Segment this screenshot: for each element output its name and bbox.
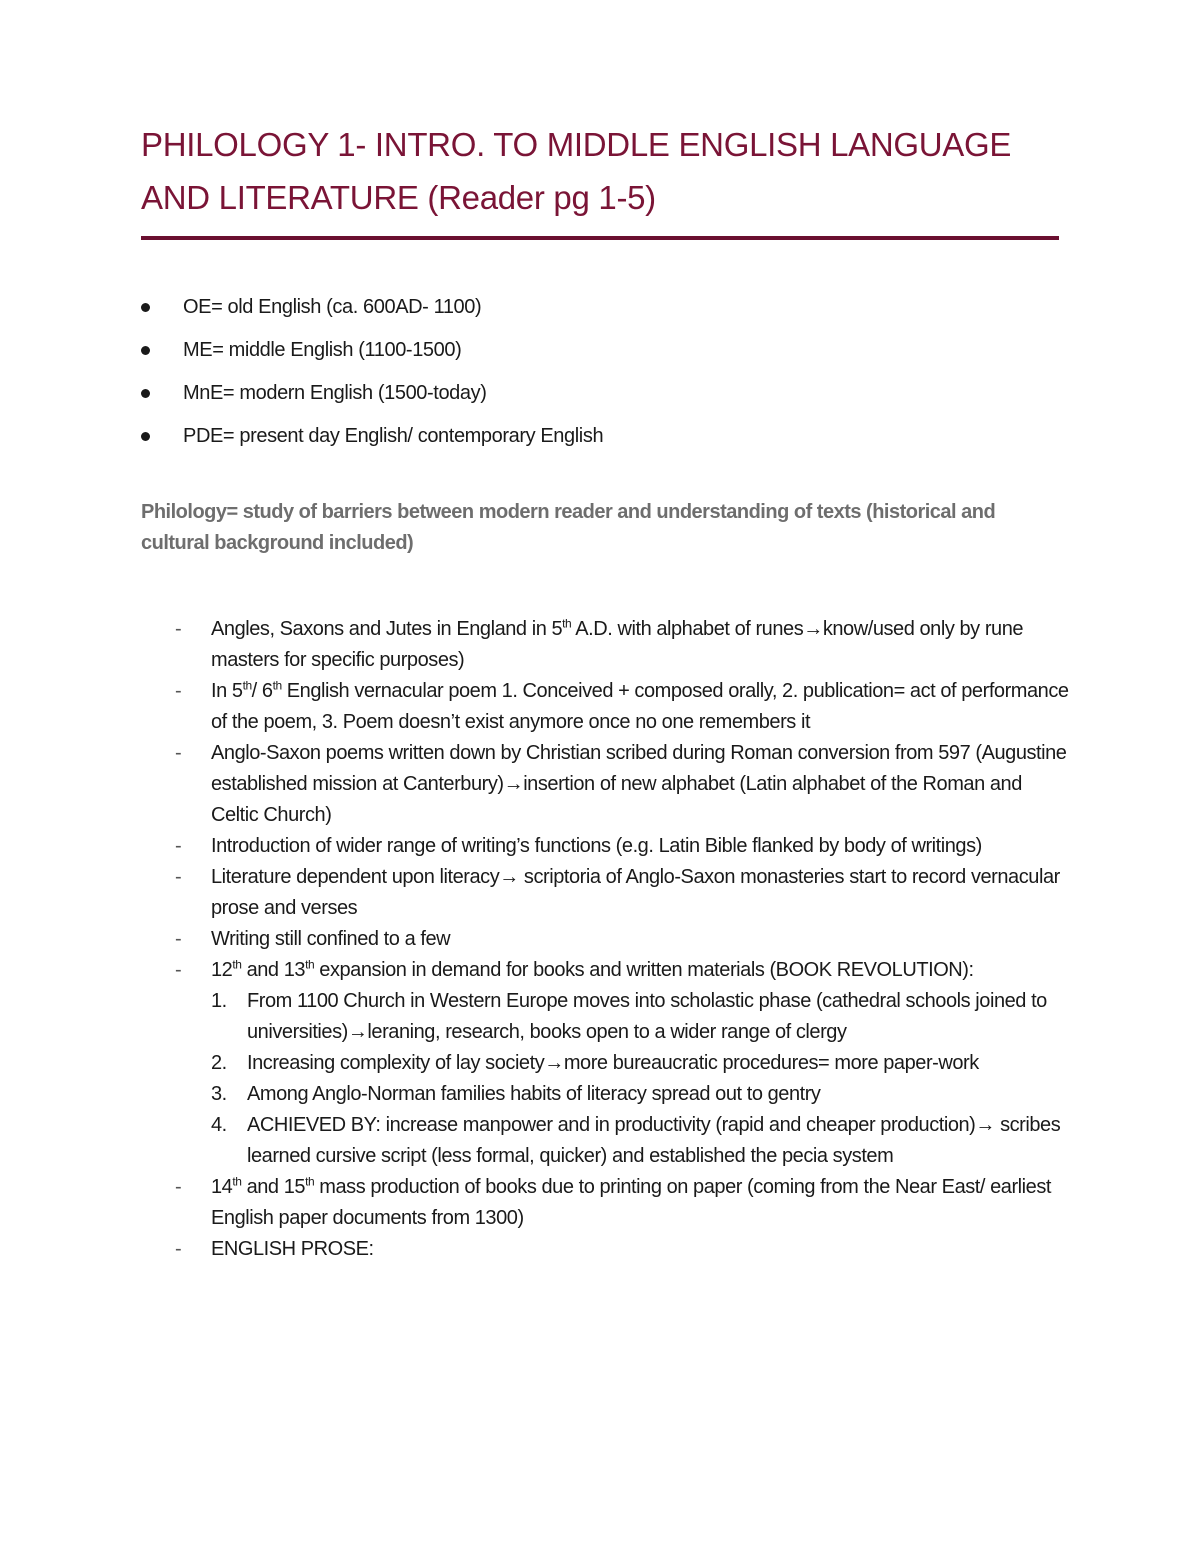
title-underline	[141, 236, 1059, 240]
list-item: - 14th and 15th mass production of books due to printing on paper (coming from the Near East/ earliest English paper documents from 1300)	[175, 1172, 1070, 1234]
book-revolution-list	[211, 986, 1070, 1172]
list-item: - Writing still confined to a few	[175, 924, 1070, 955]
list-item: - 12th and 13th expansion in demand for books and written materials (BOOK REVOLUTION): 1. From 1100 Church in Western Europe moves into scholastic phase (cathedral schools joined to universities)→leraning, research, books open to a wider range of clergy 2. Increasing complexity of lay society→more bureaucratic procedures= more paper-work 3. Among Anglo-Norman families habits of literacy spread out to gentry 4. ACHIEVED BY: increase manpower and in productivity (rapid and cheaper production)→ scribes learned cursive script (less formal, quicker) and established the pecia system	[175, 955, 1070, 1172]
bullet-icon	[141, 346, 150, 355]
bullet-icon	[141, 303, 150, 312]
list-item: OE= old English (ca. 600AD- 1100)	[141, 290, 603, 333]
list-item: 4. ACHIEVED BY: increase manpower and in productivity (rapid and cheaper production)→ scribes learned cursive script (less formal, quicker) and established the pecia system	[211, 1114, 1061, 1167]
dash-marker: -	[175, 959, 182, 981]
list-item: MnE= modern English (1500-today)	[141, 376, 603, 419]
arrow-icon: →	[544, 1052, 564, 1074]
arrow-icon: →	[803, 618, 823, 640]
arrow-icon: →	[503, 773, 524, 795]
list-item: 1. From 1100 Church in Western Europe moves into scholastic phase (cathedral schools joined to universities)→leraning, research, books open to a wider range of clergy	[211, 990, 1047, 1043]
list-item: - Anglo-Saxon poems written down by Christian scribed during Roman conversion from 597 (Augustine established mission at Canterbury)→insertion of new alphabet (Latin alphabet of the Roman and Celtic Church)	[175, 738, 1070, 831]
dash-marker: -	[175, 618, 182, 640]
list-item: ME= middle English (1100-1500)	[141, 333, 603, 376]
document-title: PHILOLOGY 1- INTRO. TO MIDDLE ENGLISH LANGUAGE AND LITERATURE (Reader pg 1-5)	[141, 126, 1012, 216]
arrow-icon: →	[975, 1114, 995, 1136]
dash-marker: -	[175, 680, 182, 702]
philology-definition: Philology= study of barriers between modern reader and understanding of texts (historical and cultural background included)	[141, 501, 996, 554]
dash-marker: -	[175, 1176, 182, 1198]
abbreviation-list	[141, 290, 603, 462]
bullet-icon	[141, 432, 150, 441]
bullet-icon	[141, 389, 150, 398]
dash-marker: -	[175, 1238, 182, 1260]
list-item: - Literature dependent upon literacy→ scriptoria of Anglo-Saxon monasteries start to record vernacular prose and verses	[175, 862, 1070, 924]
list-item: - In 5th/ 6th English vernacular poem 1. Conceived + composed orally, 2. publication= act of performance of the poem, 3. Poem doesn’t exist anymore once no one remembers it	[175, 676, 1070, 738]
dash-marker: -	[175, 742, 182, 764]
list-item: 3. Among Anglo-Norman families habits of literacy spread out to gentry	[211, 1083, 821, 1105]
list-item: - Angles, Saxons and Jutes in England in 5th A.D. with alphabet of runes→know/used only by rune masters for specific purposes)	[175, 614, 1070, 676]
arrow-icon: →	[347, 1021, 368, 1043]
arrow-icon: →	[499, 866, 519, 888]
list-item: PDE= present day English/ contemporary English	[141, 419, 603, 462]
list-item: 2. Increasing complexity of lay society→more bureaucratic procedures= more paper-work	[211, 1052, 979, 1074]
notes-list	[175, 614, 1070, 1265]
dash-marker: -	[175, 928, 182, 950]
dash-marker: -	[175, 835, 182, 857]
list-item: - ENGLISH PROSE:	[175, 1234, 1070, 1265]
list-item: - Introduction of wider range of writing’s functions (e.g. Latin Bible flanked by body of writings)	[175, 831, 1070, 862]
dash-marker: -	[175, 866, 182, 888]
